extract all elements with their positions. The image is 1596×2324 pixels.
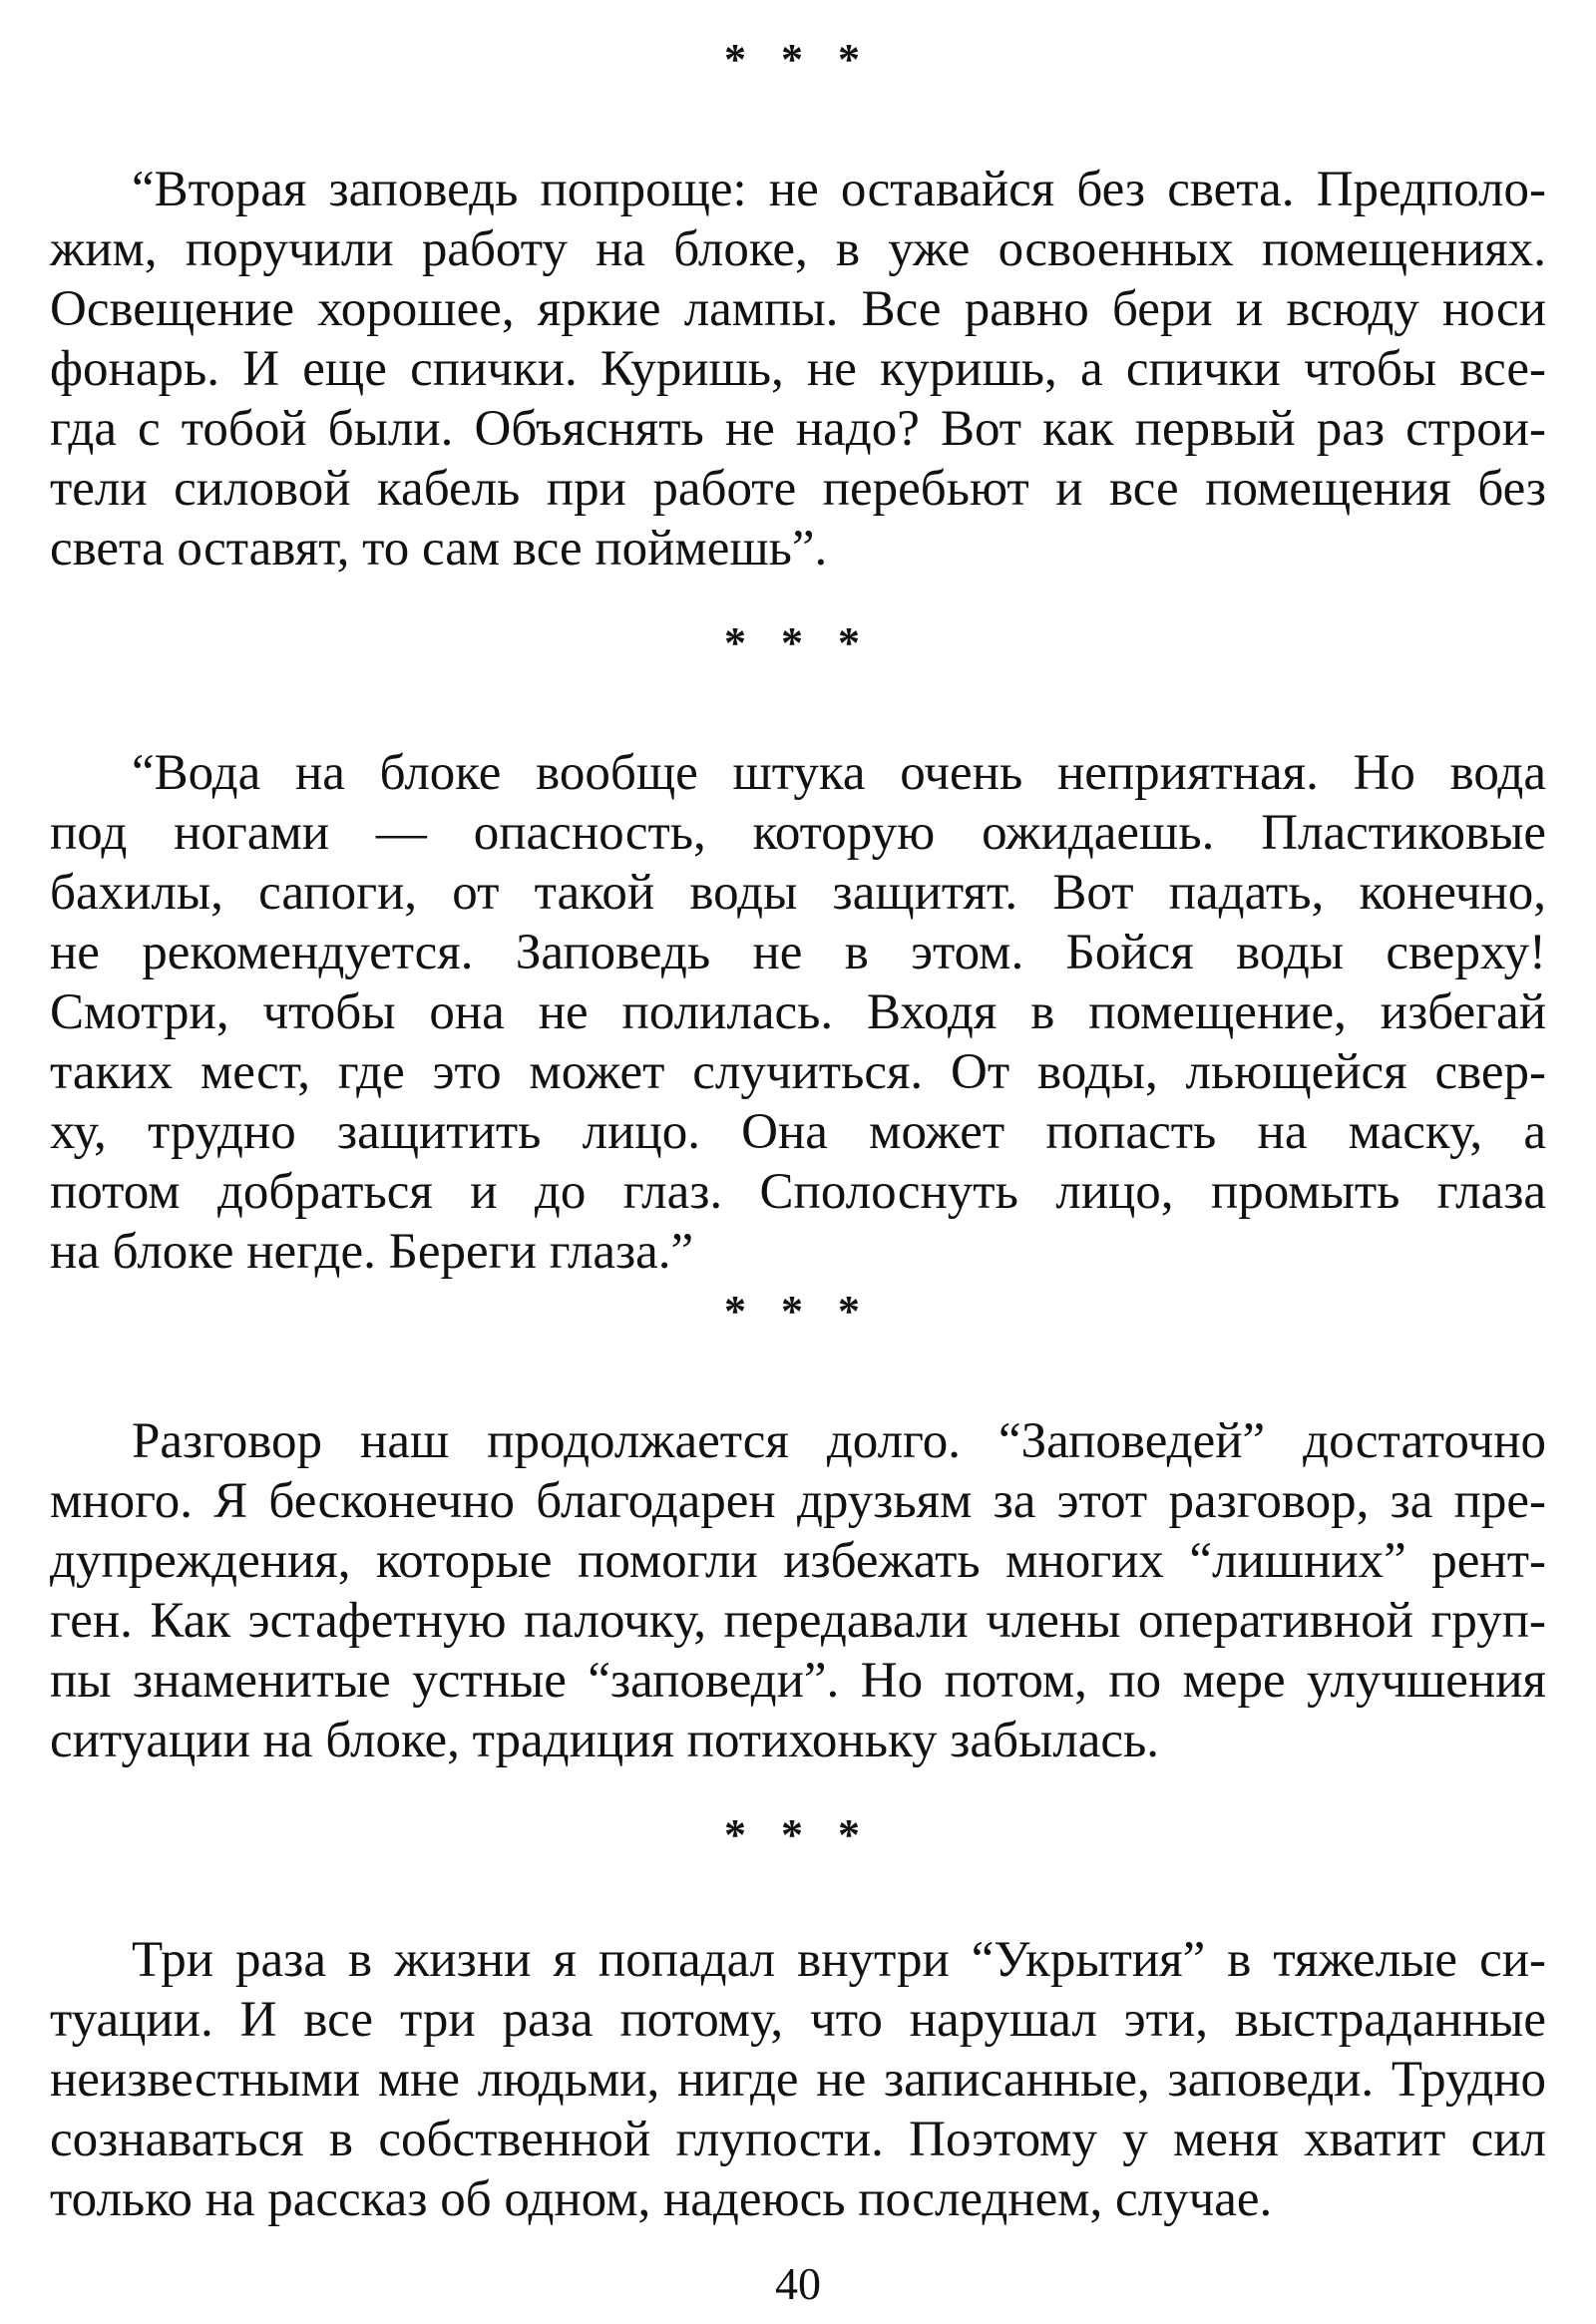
text-line: сознаваться в собственной глупости. Поэтому у меня хватит сил xyxy=(50,2112,1546,2167)
text-line: много. Я бесконечно благодарен друзьям за этот разговор, за пре- xyxy=(50,1473,1546,1529)
text-line: туации. И все три раза потому, что нарушал эти, выстраданные xyxy=(50,1992,1546,2048)
text-line: бахилы, сапоги, от такой воды защитят. Вот падать, конечно, xyxy=(50,865,1546,921)
text-line: ху, трудно защитить лицо. Она может попасть на маску, а xyxy=(50,1104,1546,1160)
text-line: на блоке негде. Береги глаза.” xyxy=(50,1224,694,1280)
text-line: “Вторая заповедь попроще: не оставайся без света. Предполо- xyxy=(132,162,1546,217)
section-separator: * * * xyxy=(724,35,872,84)
text-line: Три раза в жизни я попадал внутри “Укрытия” в тяжелые си- xyxy=(132,1932,1546,1988)
text-line: гда с тобой были. Объяснять не надо? Вот как первый раз строи- xyxy=(50,401,1546,457)
text-line: не рекомендуется. Заповедь не в этом. Бойся воды сверху! xyxy=(50,925,1546,980)
page-number: 40 xyxy=(775,2258,821,2309)
text-line: таких мест, где это может случиться. От воды, льющейся свер- xyxy=(50,1044,1546,1100)
text-line: только на рассказ об одном, надеюсь последнем, случае. xyxy=(50,2171,1273,2227)
section-separator: * * * xyxy=(724,618,872,667)
text-line: “Вода на блоке вообще штука очень неприятная. Но вода xyxy=(132,745,1546,801)
text-line: ген. Как эстафетную палочку, передавали члены оперативной груп- xyxy=(50,1593,1546,1649)
text-line: дупреждения, которые помогли избежать многих “лишних” рент- xyxy=(50,1533,1546,1589)
text-line: пы знаменитые устные “заповеди”. Но потом, по мере улучшения xyxy=(50,1653,1546,1709)
text-line: под ногами — опасность, которую ожидаешь. Пластиковые xyxy=(50,805,1546,861)
text-line: тели силовой кабель при работе перебьют и все помещения без xyxy=(50,461,1546,517)
section-separator: * * * xyxy=(724,1810,872,1859)
text-line: неизвестными мне людьми, нигде не записанные, заповеди. Трудно xyxy=(50,2052,1546,2108)
book-page xyxy=(50,35,1546,2309)
text-line: Смотри, чтобы она не полилась. Входя в помещение, избегай xyxy=(50,984,1546,1040)
text-line: жим, поручили работу на блоке, в уже освоенных помещениях. xyxy=(50,221,1546,277)
text-line: Освещение хорошее, яркие лампы. Все равно бери и всюду носи xyxy=(50,281,1546,337)
text-line: Разговор наш продолжается долго. “Заповедей” достаточно xyxy=(132,1413,1546,1469)
text-line: потом добраться и до глаз. Сполоснуть лицо, промыть глаза xyxy=(50,1164,1546,1220)
text-line: фонарь. И еще спички. Куришь, не куришь, а спички чтобы все- xyxy=(50,341,1546,397)
text-line: света оставят, то сам все поймешь”. xyxy=(50,521,828,577)
section-separator: * * * xyxy=(724,1287,872,1336)
text-line: ситуации на блоке, традиция потихоньку забылась. xyxy=(50,1713,1160,1768)
